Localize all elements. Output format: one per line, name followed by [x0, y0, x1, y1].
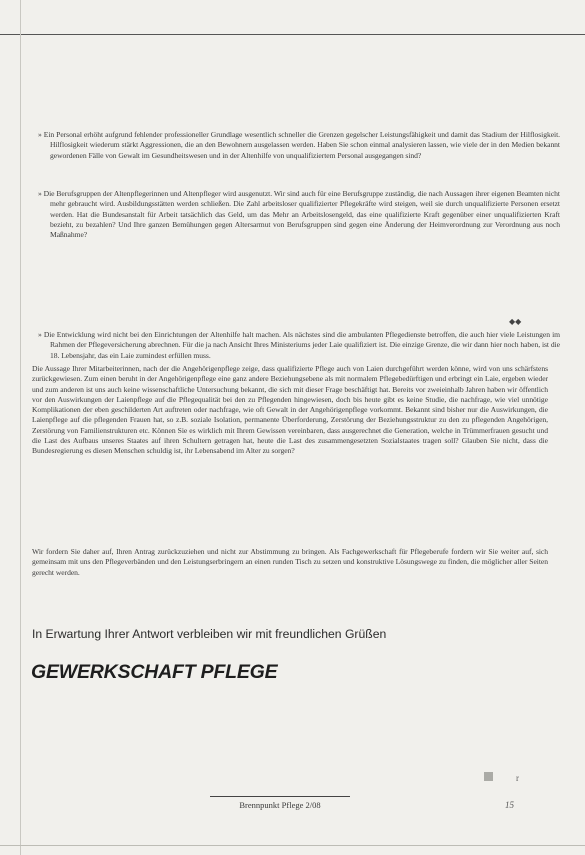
scan-smudge — [484, 772, 493, 781]
bullet-paragraph-3: » Die Entwicklung wird nicht bei den Einrichtungen der Altenhilfe halt machen. Als nächstes sind die ambulanten Pflegedienste betroffen, die auch hier viele Leistungen im Rahmen der Pflegeversicherung abrechnen. Für die ja nach Ansicht Ihres Ministeriums jeder Laie qualifiziert ist. Die einzige Grenze, die wir dann hier noch haben, ist die 18. Lebensjahr, das ein Laie zumindest erfüllen muss. — [38, 330, 560, 360]
body-paragraph-2: Wir fordern Sie daher auf, Ihren Antrag zurückzuziehen und nicht zur Abstimmung zu bringen. Als Fachgewerkschaft für Pflegeberufe fordern wir Sie weiter auf, sich gemeinsam mit uns den Pflegeverbänden und den Leistungserbringern an einen runden Tisch zu setzen und konstruktive Lösungswege zu finden, die möglicher aller Seiten gerecht werden. — [32, 547, 548, 577]
organization-signature: GEWERKSCHAFT PFLEGE — [31, 661, 278, 683]
footer-rule — [210, 796, 350, 797]
footer-publication: Brennpunkt Pflege 2/08 — [239, 800, 321, 810]
bullet-paragraph-1: » Ein Personal erhöht aufgrund fehlender professioneller Grundlage wesentlich schneller die Grenzen gegelscher Leistungsfähigkeit und damit das Stadium der Hilflosigkeit. Hilflosigkeit wiederum stärkt Aggressionen, die an den Bewohnern ausgelassen werden. Haben Sie schon einmal analysieren lassen, wie viele der in den Medien bekannt gewordenen Fälle von Gewalt im Gesundheitswesen und in der Altenhilfe von unqualifiziertem Personal ausgegangen sind? — [38, 130, 560, 160]
margin-marks: ◆◆ — [509, 317, 522, 326]
side-mark: r — [516, 773, 519, 783]
page-number: 15 — [505, 800, 514, 810]
bullet-paragraph-2: » Die Berufsgruppen der Altenpflegerinnen und Altenpfleger wird ausgenutzt. Wir sind auch für eine Berufsgruppe zuständig, die nach Aussagen ihrer eigenen Beamten nicht mehr gebraucht wird. Ausbildungsstätten werden schließen. Die Zahl arbeitsloser qualifizierter Pflegekräfte wird steigen, weil sie durch unqualifizierte Personen ersetzt werden. Hat die Bundesanstalt für Arbeit tatsächlich das Geld, um das Mehr an Arbeitslosengeld, das eine qualifizierte Kraft gegenüber einer unqualifizierten Kraft bezieht, zu bezahlen? Und Ihre ganzen Bemühungen gegen Altersarmut von Berufsgruppen sind gegen eine Änderung der Heimverordnung zur Verordnung aus noch Maßnahme? — [38, 189, 560, 240]
scan-edge-bottom — [0, 845, 585, 846]
closing-greeting: In Erwartung Ihrer Antwort verbleiben wir mit freundlichen Grüßen — [32, 627, 387, 641]
body-paragraph-1: Die Aussage Ihrer Mitarbeiterinnen, nach der die Angehörigenpflege zeige, dass qualifizierte Pflege auch von Laien durchgeführt werden könne, wird von uns schärfstens zurückgewiesen. Zum einen beruht in der Angehörigenpflege eine ganz andere Beziehungsebene als mit normalem Pflegebedürftigen und erbringt ein Laie, ergeben wieder und zum anderen ist uns auch keine wissenschaftliche Untersuchung bekannt, die sich mit dieser Frage beschäftigt hat. Bereits vor zweieinhalb Jahren haben wir öffentlich vor den Auswirkungen der Laienpflege auf die Pflegequalität bei den zu Pflegenden hingewiesen, doch bis heute gibt es keine Studie, die nachfrage, wie viel unnötige Komplikationen der eben geschilderten Art auftreten oder nachfrage, wie oft Gewalt in der Angehörigenpflege vorkommt. Bekannt sind bisher nur die Auswirkungen, die Laienpflege auf die pflegenden Frauen hat, so z.B. soziale Isolation, permanente Überforderung, Zerstörung der Beziehungsstruktur zu den zu pflegenden Angehörigen, Zerstörung von Familienstrukturen etc. Können Sie es wirklich mit Ihrem Gewissen vereinbaren, dass ausgerechnet die Generation, welche in Trümmerfrauen gesucht und die Last des Aufbaus unseres Staates auf ihren Schultern getragen hat, heute die Last des zusammengesetzten Sozialstaates tragen soll? Glauben Sie nicht, dass die Bundesregierung es diesen Menschen schuldig ist, ihr Lebensabend im Alter zu sorgen? — [32, 364, 548, 456]
scan-edge-top — [0, 34, 585, 35]
scan-edge-left — [20, 0, 21, 855]
